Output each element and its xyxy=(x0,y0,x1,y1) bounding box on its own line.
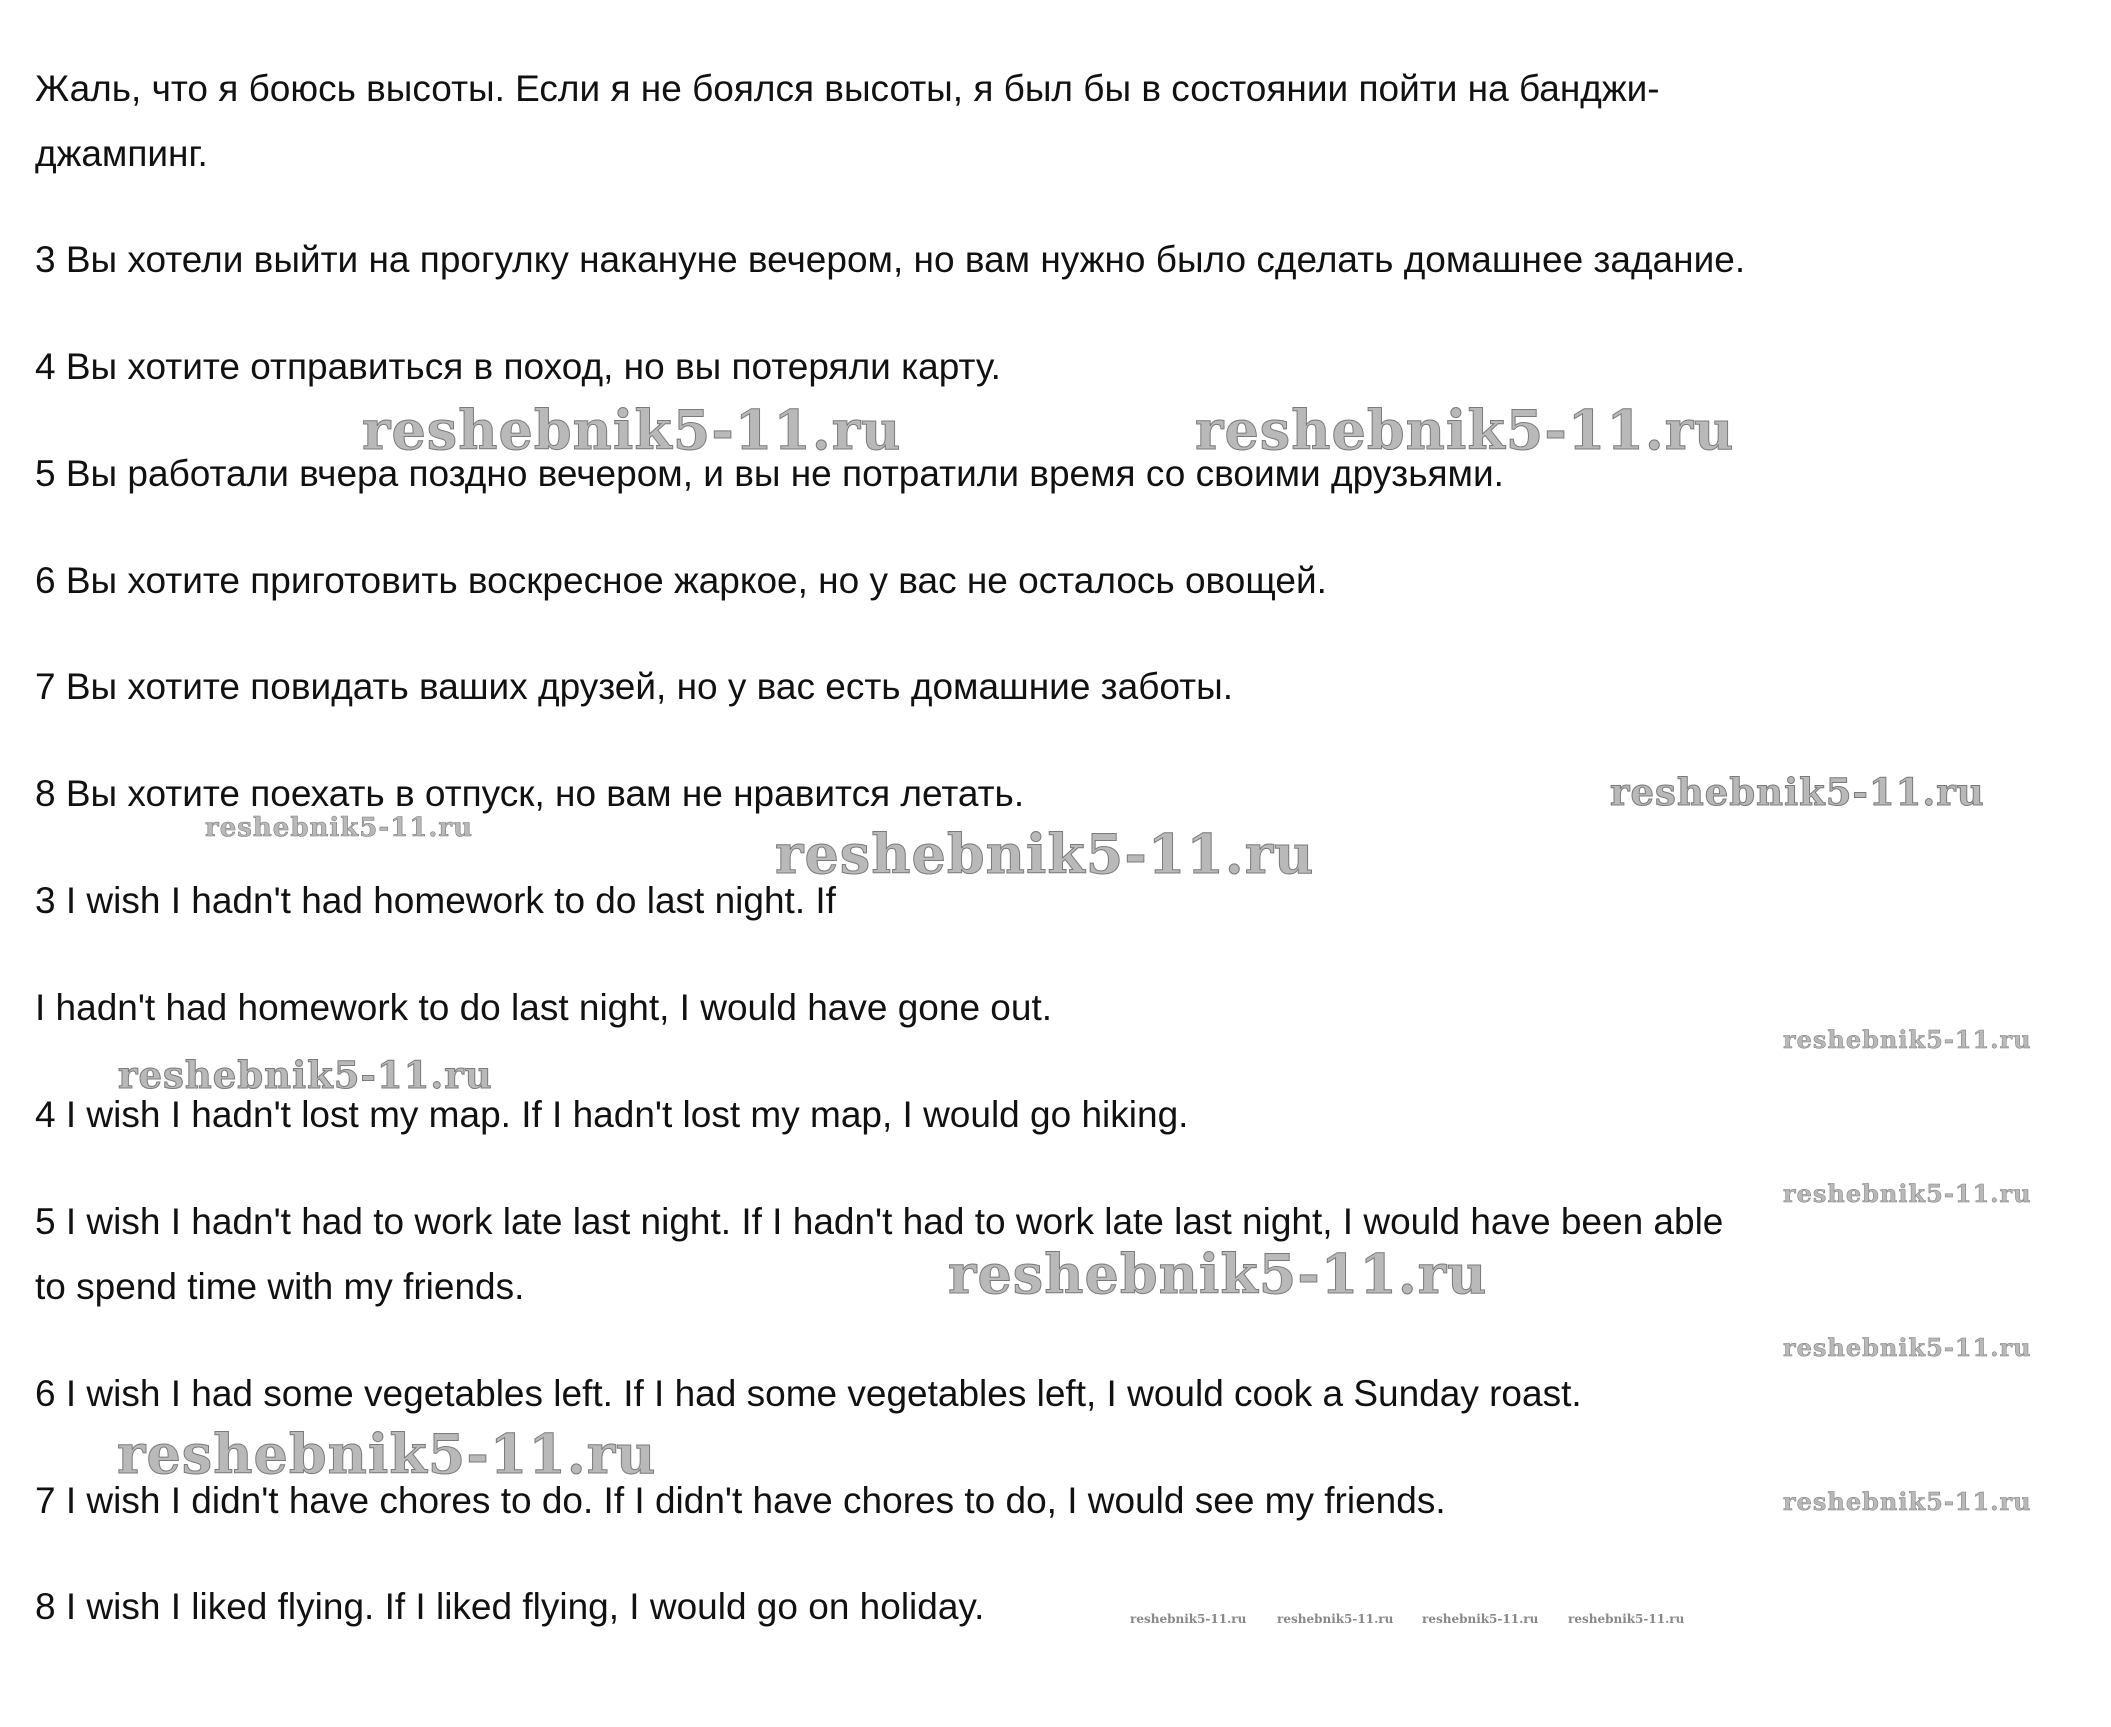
english-item-7: 7 I wish I didn't have chores to do. If I didn't have chores to do, I would see my friends. xyxy=(35,1480,1446,1521)
watermark: reshebnik5-11.ru xyxy=(1277,1612,1394,1626)
watermark: reshebnik5-11.ru xyxy=(1783,1179,2032,1208)
russian-line-1: Жаль, что я боюсь высоты. Если я не боялся высоты, я был бы в состоянии пойти на банджи- xyxy=(35,68,1660,109)
watermark: reshebnik5-11.ru xyxy=(948,1242,1488,1306)
russian-item-3: 3 Вы хотели выйти на прогулку накануне вечером, но вам нужно было сделать домашнее задание. xyxy=(35,239,1746,280)
watermark: reshebnik5-11.ru xyxy=(1130,1612,1247,1626)
watermark: reshebnik5-11.ru xyxy=(362,398,902,462)
russian-item-8: 8 Вы хотите поехать в отпуск, но вам не нравится летать. xyxy=(35,773,1025,814)
russian-item-5: 5 Вы работали вчера поздно вечером, и вы не потратили время со своими друзьями. xyxy=(35,453,1504,494)
watermark: reshebnik5-11.ru xyxy=(205,813,474,843)
watermark: reshebnik5-11.ru xyxy=(1783,1487,2032,1516)
watermark: reshebnik5-11.ru xyxy=(1610,770,1985,814)
russian-item-6: 6 Вы хотите приготовить воскресное жаркое, но у вас не осталось овощей. xyxy=(35,560,1327,601)
english-item-4: 4 I wish I hadn't lost my map. If I hadn't lost my map, I would go hiking. xyxy=(35,1094,1189,1135)
watermark: reshebnik5-11.ru xyxy=(1783,1025,2032,1054)
watermark: reshebnik5-11.ru xyxy=(1422,1612,1539,1626)
english-item-8: 8 I wish I liked flying. If I liked flying, I would go on holiday. xyxy=(35,1586,985,1627)
watermark: reshebnik5-11.ru xyxy=(117,1422,657,1486)
watermark: reshebnik5-11.ru xyxy=(1568,1612,1685,1626)
english-item-3: 3 I wish I hadn't had homework to do last night. If xyxy=(35,880,836,921)
watermark: reshebnik5-11.ru xyxy=(1783,1333,2032,1362)
english-item-3-continued: I hadn't had homework to do last night, I would have gone out. xyxy=(35,987,1053,1028)
russian-line-1-continued: джампинг. xyxy=(35,133,208,174)
watermark: reshebnik5-11.ru xyxy=(775,822,1315,886)
english-item-6: 6 I wish I had some vegetables left. If I had some vegetables left, I would cook a Sunday roast. xyxy=(35,1373,1582,1414)
english-item-5: 5 I wish I hadn't had to work late last night. If I hadn't had to work late last night, I would have been able xyxy=(35,1201,1724,1242)
watermark: reshebnik5-11.ru xyxy=(1195,398,1735,462)
watermark: reshebnik5-11.ru xyxy=(118,1053,493,1097)
russian-item-4: 4 Вы хотите отправиться в поход, но вы потеряли карту. xyxy=(35,346,1001,387)
english-item-5-continued: to spend time with my friends. xyxy=(35,1266,525,1307)
russian-item-7: 7 Вы хотите повидать ваших друзей, но у вас есть домашние заботы. xyxy=(35,666,1234,707)
